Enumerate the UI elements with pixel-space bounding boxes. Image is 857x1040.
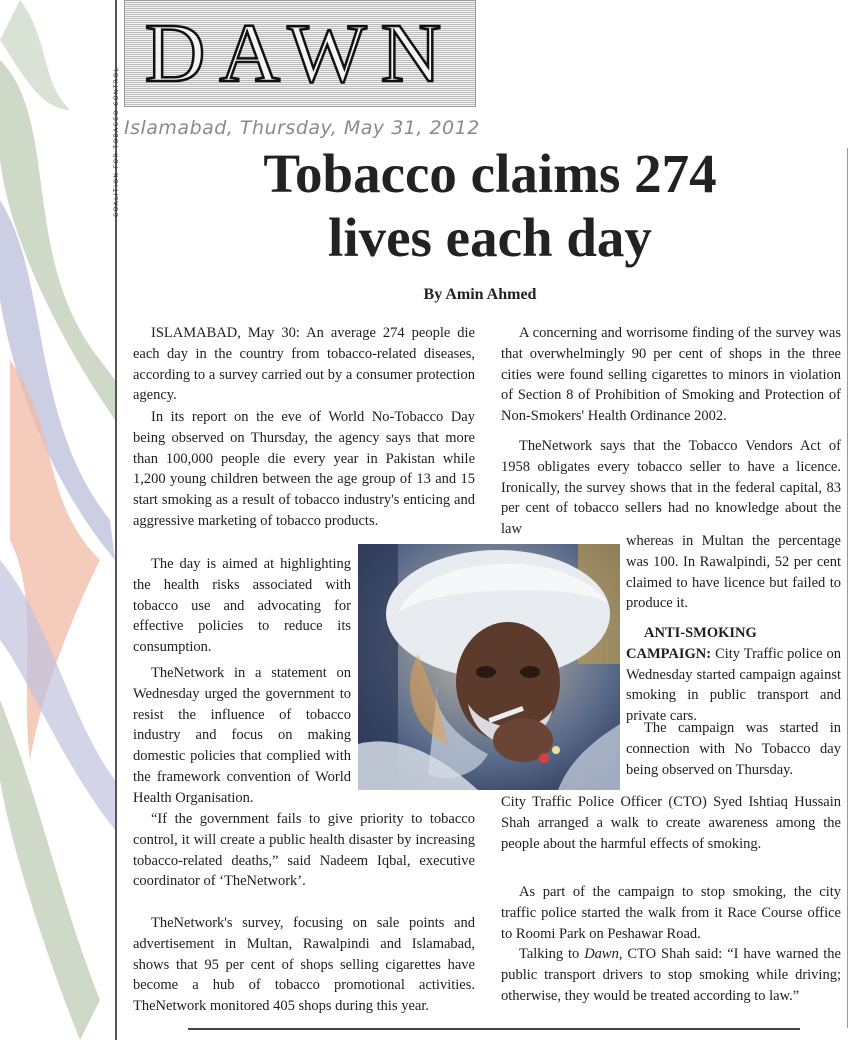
campaign-subhead: ANTI-SMOKING CAMPAIGN: <box>626 625 757 662</box>
col1-paragraph-4: TheNetwork in a statement on Wednesday urged the government to resist the influence of tobacco industry and focus on making domestic policies that complied with the framework convention of World Health Organisation. <box>133 665 351 806</box>
bottom-rule <box>188 1028 800 1030</box>
masthead-title: DAWN <box>144 6 456 100</box>
talking-to-text: Talking to <box>519 946 585 962</box>
col2-paragraph-6: City Traffic Police Officer (CTO) Syed Ishtiaq Hussain Shah arranged a walk to create awareness among the people about the harmful effects of smoking. <box>501 794 841 852</box>
col1-paragraph-6: TheNetwork's survey, focusing on sale points and advertisement in Multan, Rawalpindi and Islamabad, shows that 95 per cent of shops selling cigarettes have become a hub of tobacco promotional activities. TheNetwork monitored 405 shops during this year. <box>133 915 475 1015</box>
col2-paragraph-3: whereas in Multan the percentage was 100. In Rawalpindi, 52 per cent claimed to have licence but failed to produce it. <box>626 533 841 612</box>
campaign-text: City Traffic police on Wednesday started campaign against smoking in public transport and private cars. <box>626 645 842 725</box>
right-border-rule <box>847 148 848 1028</box>
talking-to-comma: , <box>618 946 623 962</box>
newspaper-masthead <box>124 0 476 107</box>
col1-paragraph-1: ISLAMABAD, May 30: An average 274 people die each day in the country from tobacco-related diseases, according to a survey carried out by a consumer protection agency. <box>133 325 475 404</box>
col2-paragraph-7: As part of the campaign to stop smoking, the city traffic police started the walk from it Race Course office to Roomi Park on Peshawar Road. <box>501 884 841 942</box>
article-headline <box>150 142 830 270</box>
col2-paragraph-2: TheNetwork says that the Tobacco Vendors Act of 1958 obligates every tobacco seller to have a licence. Ironically, the survey shows that in the federal capital, 83 per cent of tobacco sellers had no knowledge about the law <box>501 438 841 538</box>
cto-quote: CTO Shah said: “I have warned the public transport drivers to stop smoking while driving; otherwise, they would be treated according to law.” <box>501 946 841 1004</box>
col2-quote-paragraph <box>501 944 841 1006</box>
headline-line-2: lives each day <box>328 207 652 268</box>
decorative-ribbon-graphic <box>0 0 115 1040</box>
col2-paragraph-1: A concerning and worrisome finding of the survey was that overwhelmingly 90 per cent of shops in the three cities were found selling cigarettes to minors in violation of Section 8 of Prohibition of Smoking and Protection of Non-Smokers' Health Ordinance 2002. <box>501 325 841 425</box>
paper-name: Dawn <box>584 946 619 962</box>
col1-paragraph-2: In its report on the eve of World No-Tobacco Day being observed on Thursday, the agency says that more than 100,000 people die every year in Pakistan while 1,200 young children between the age group of 13 and 15 start smoking as a result of tobacco industry's enticing and aggressive marketing of tobacco products. <box>133 409 475 529</box>
photo-illustration <box>358 544 620 790</box>
headline-line-1: Tobacco claims 274 <box>263 143 717 204</box>
dateline: Islamabad, Thursday, May 31, 2012 <box>124 117 480 139</box>
col1-paragraph-5: “If the government fails to give priority to tobacco control, it will create a public health disaster by increasing tobacco-related deaths,” said Nadeem Iqbal, executive coordinator of ‘TheNetwork’. <box>133 811 475 890</box>
col1-paragraph-3: The day is aimed at highlighting the health risks associated with tobacco use and advocating for effective policies to reduce its consumption. <box>133 556 351 656</box>
byline: By Amin Ahmed <box>423 286 537 303</box>
article-photo-smoking-man <box>358 544 620 790</box>
col2-campaign-paragraph <box>626 623 841 727</box>
side-caption: COALITION FOR TOBACCO CONTROL <box>113 66 120 218</box>
col2-paragraph-5: The campaign was started in connection with No Tobacco day being observed on Thursday. <box>626 720 841 778</box>
